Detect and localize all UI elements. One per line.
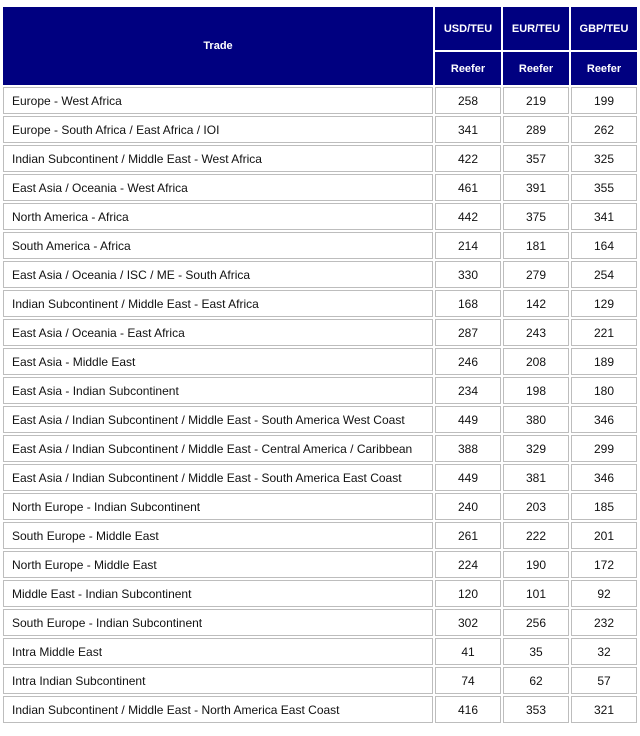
trade-cell: Indian Subcontinent / Middle East - East Africa <box>3 290 433 317</box>
usd-value-cell: 449 <box>435 464 501 491</box>
gbp-value-cell: 232 <box>571 609 637 636</box>
table-row <box>3 493 637 520</box>
usd-value-cell: 442 <box>435 203 501 230</box>
eur-value-cell: 380 <box>503 406 569 433</box>
table-row <box>3 203 637 230</box>
usd-value-cell: 302 <box>435 609 501 636</box>
trade-cell: North America - Africa <box>3 203 433 230</box>
usd-value-cell: 74 <box>435 667 501 694</box>
table-row <box>3 406 637 433</box>
eur-value-cell: 222 <box>503 522 569 549</box>
trade-cell: East Asia - Indian Subcontinent <box>3 377 433 404</box>
eur-value-cell: 35 <box>503 638 569 665</box>
usd-value-cell: 341 <box>435 116 501 143</box>
usd-value-cell: 258 <box>435 87 501 114</box>
usd-column-header: USD/TEU <box>435 7 501 50</box>
gbp-column-header: GBP/TEU <box>571 7 637 50</box>
gbp-value-cell: 32 <box>571 638 637 665</box>
usd-value-cell: 388 <box>435 435 501 462</box>
header-row <box>3 7 637 50</box>
gbp-value-cell: 325 <box>571 145 637 172</box>
gbp-value-cell: 341 <box>571 203 637 230</box>
gbp-value-cell: 180 <box>571 377 637 404</box>
trade-cell: East Asia / Indian Subcontinent / Middle East - South America East Coast <box>3 464 433 491</box>
eur-value-cell: 289 <box>503 116 569 143</box>
eur-value-cell: 190 <box>503 551 569 578</box>
gbp-value-cell: 346 <box>571 406 637 433</box>
gbp-value-cell: 346 <box>571 464 637 491</box>
usd-value-cell: 422 <box>435 145 501 172</box>
table-row <box>3 145 637 172</box>
eur-value-cell: 203 <box>503 493 569 520</box>
trade-cell: South America - Africa <box>3 232 433 259</box>
gbp-value-cell: 299 <box>571 435 637 462</box>
eur-value-cell: 279 <box>503 261 569 288</box>
trade-cell: South Europe - Middle East <box>3 522 433 549</box>
trade-cell: Indian Subcontinent / Middle East - West Africa <box>3 145 433 172</box>
trade-cell: Europe - South Africa / East Africa / IOI <box>3 116 433 143</box>
table-row <box>3 319 637 346</box>
gbp-reefer-subheader: Reefer <box>571 52 637 85</box>
usd-value-cell: 214 <box>435 232 501 259</box>
trade-cell: Intra Indian Subcontinent <box>3 667 433 694</box>
trade-cell: Middle East - Indian Subcontinent <box>3 580 433 607</box>
gbp-value-cell: 355 <box>571 174 637 201</box>
trade-cell: North Europe - Middle East <box>3 551 433 578</box>
usd-value-cell: 41 <box>435 638 501 665</box>
eur-value-cell: 381 <box>503 464 569 491</box>
usd-value-cell: 416 <box>435 696 501 723</box>
table-row <box>3 435 637 462</box>
gbp-value-cell: 164 <box>571 232 637 259</box>
usd-reefer-subheader: Reefer <box>435 52 501 85</box>
table-row <box>3 696 637 723</box>
usd-value-cell: 120 <box>435 580 501 607</box>
eur-value-cell: 357 <box>503 145 569 172</box>
usd-value-cell: 330 <box>435 261 501 288</box>
usd-value-cell: 246 <box>435 348 501 375</box>
table-body <box>3 87 637 723</box>
gbp-value-cell: 199 <box>571 87 637 114</box>
table-row <box>3 580 637 607</box>
gbp-value-cell: 129 <box>571 290 637 317</box>
table-row <box>3 290 637 317</box>
usd-value-cell: 234 <box>435 377 501 404</box>
usd-value-cell: 461 <box>435 174 501 201</box>
eur-value-cell: 219 <box>503 87 569 114</box>
table-row <box>3 232 637 259</box>
usd-value-cell: 224 <box>435 551 501 578</box>
eur-value-cell: 353 <box>503 696 569 723</box>
gbp-value-cell: 254 <box>571 261 637 288</box>
eur-column-header: EUR/TEU <box>503 7 569 50</box>
gbp-value-cell: 92 <box>571 580 637 607</box>
eur-value-cell: 243 <box>503 319 569 346</box>
eur-value-cell: 329 <box>503 435 569 462</box>
eur-value-cell: 208 <box>503 348 569 375</box>
table-row <box>3 348 637 375</box>
gbp-value-cell: 201 <box>571 522 637 549</box>
table-row <box>3 464 637 491</box>
gbp-value-cell: 262 <box>571 116 637 143</box>
eur-value-cell: 62 <box>503 667 569 694</box>
table-row <box>3 116 637 143</box>
eur-value-cell: 391 <box>503 174 569 201</box>
gbp-value-cell: 321 <box>571 696 637 723</box>
trade-cell: East Asia / Oceania - West Africa <box>3 174 433 201</box>
trade-cell: Intra Middle East <box>3 638 433 665</box>
trade-cell: East Asia / Indian Subcontinent / Middle East - South America West Coast <box>3 406 433 433</box>
table-row <box>3 609 637 636</box>
eur-value-cell: 198 <box>503 377 569 404</box>
trade-cell: East Asia / Oceania / ISC / ME - South Africa <box>3 261 433 288</box>
table-row <box>3 377 637 404</box>
table-row <box>3 87 637 114</box>
trade-cell: East Asia / Oceania - East Africa <box>3 319 433 346</box>
table-row <box>3 638 637 665</box>
trade-column-header: Trade <box>3 7 433 85</box>
table-row <box>3 261 637 288</box>
trade-cell: Europe - West Africa <box>3 87 433 114</box>
reefer-rates-table <box>1 5 639 725</box>
eur-value-cell: 181 <box>503 232 569 259</box>
usd-value-cell: 449 <box>435 406 501 433</box>
table-row <box>3 522 637 549</box>
usd-value-cell: 240 <box>435 493 501 520</box>
trade-cell: North Europe - Indian Subcontinent <box>3 493 433 520</box>
usd-value-cell: 168 <box>435 290 501 317</box>
eur-value-cell: 256 <box>503 609 569 636</box>
eur-value-cell: 375 <box>503 203 569 230</box>
eur-reefer-subheader: Reefer <box>503 52 569 85</box>
table-row <box>3 174 637 201</box>
gbp-value-cell: 185 <box>571 493 637 520</box>
trade-cell: Indian Subcontinent / Middle East - North America East Coast <box>3 696 433 723</box>
trade-cell: East Asia - Middle East <box>3 348 433 375</box>
table-row <box>3 667 637 694</box>
gbp-value-cell: 57 <box>571 667 637 694</box>
table-row <box>3 551 637 578</box>
trade-cell: South Europe - Indian Subcontinent <box>3 609 433 636</box>
usd-value-cell: 287 <box>435 319 501 346</box>
eur-value-cell: 142 <box>503 290 569 317</box>
gbp-value-cell: 172 <box>571 551 637 578</box>
gbp-value-cell: 189 <box>571 348 637 375</box>
gbp-value-cell: 221 <box>571 319 637 346</box>
trade-cell: East Asia / Indian Subcontinent / Middle East - Central America / Caribbean <box>3 435 433 462</box>
eur-value-cell: 101 <box>503 580 569 607</box>
usd-value-cell: 261 <box>435 522 501 549</box>
